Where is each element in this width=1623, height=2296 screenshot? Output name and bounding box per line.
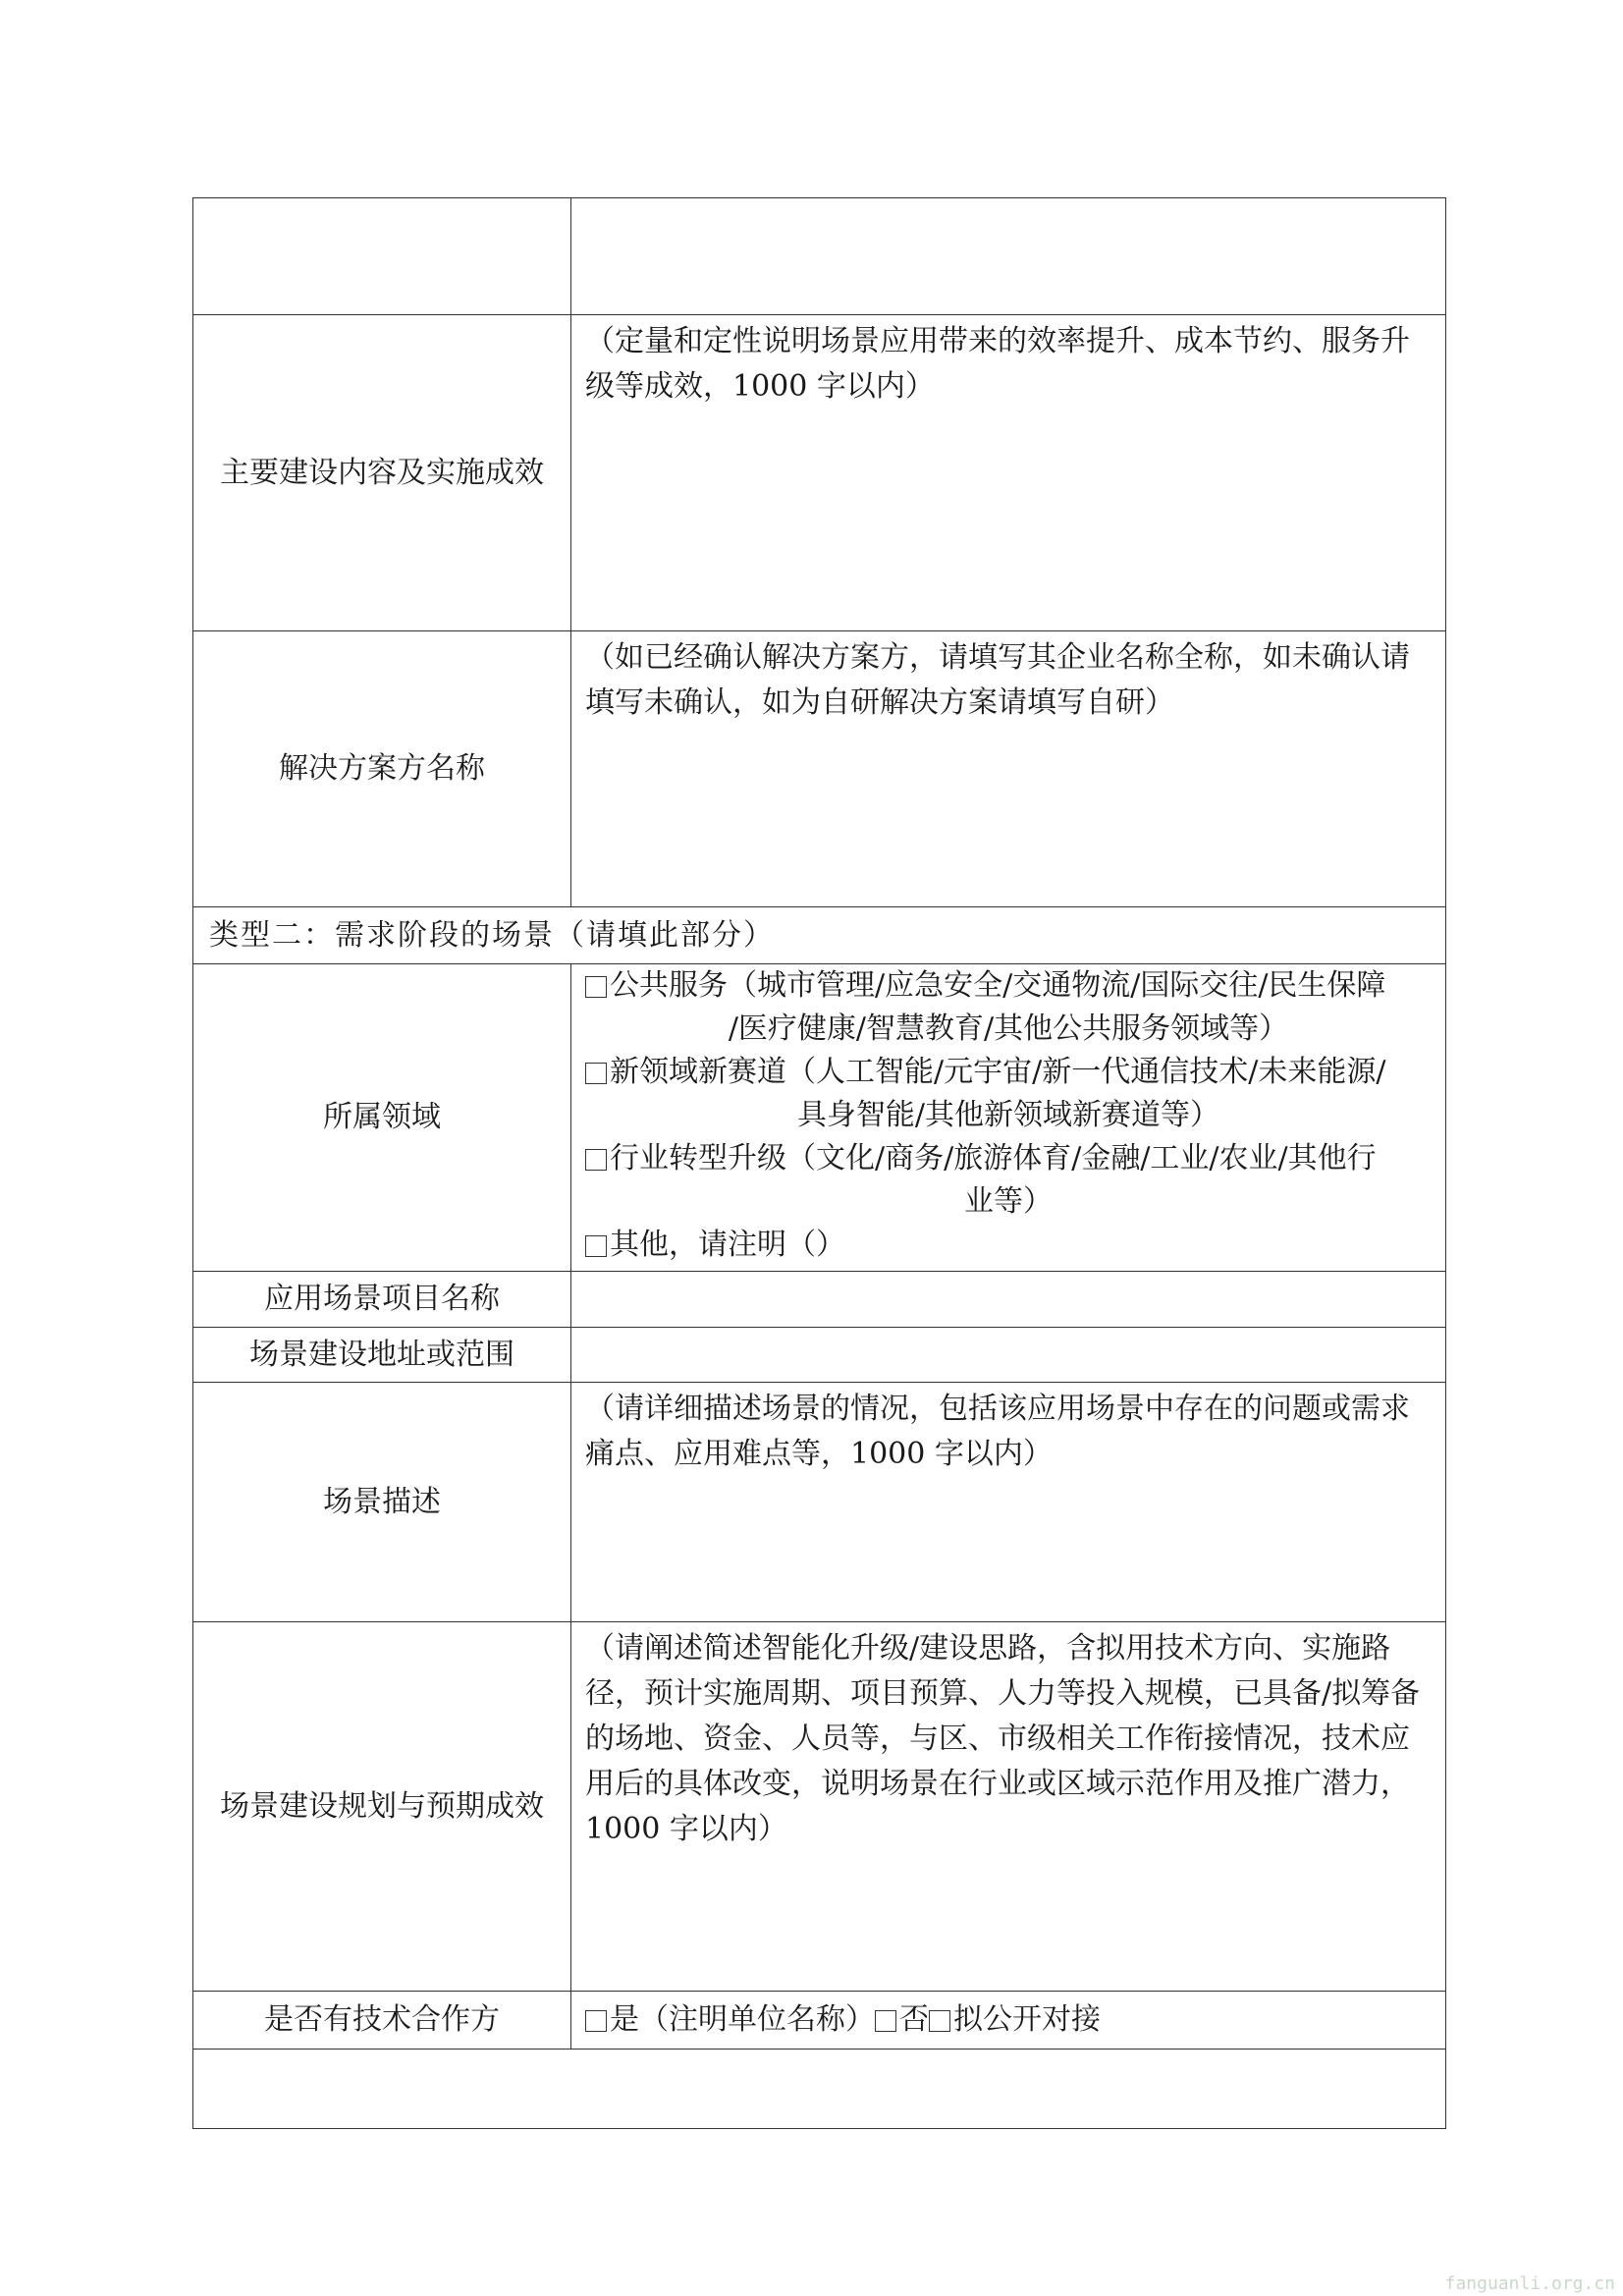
table-row-main-content <box>193 315 1446 631</box>
description-field[interactable] <box>571 1383 1446 1622</box>
checkbox-icon[interactable] <box>875 2010 896 2032</box>
table-row-section-title <box>193 907 1446 964</box>
solution-provider-hint: （如已经确认解决方案方，请填写其企业名称全称，如未确认请填写未确认，如为自研解决方案请填写自研） <box>585 640 1410 720</box>
watermark: fanguanli.org.cn <box>1444 2273 1615 2294</box>
section-title: 类型二：需求阶段的场景（请填此部分） <box>193 907 1446 964</box>
tech-partner-options <box>571 1992 1446 2050</box>
domain-option-industry-upgrade[interactable] <box>585 1137 1432 1180</box>
table-row-domain <box>193 964 1446 1272</box>
address-label: 场景建设地址或范围 <box>193 1328 571 1383</box>
main-content-field[interactable] <box>571 315 1446 631</box>
table-row-top-blank <box>193 198 1446 315</box>
option-text-continued: 具身智能/其他新领域新赛道等） <box>796 1098 1220 1132</box>
table-row-bottom-blank <box>193 2050 1446 2129</box>
solution-provider-label: 解决方案方名称 <box>193 631 571 907</box>
project-name-label: 应用场景项目名称 <box>193 1272 571 1328</box>
domain-option-public-service[interactable] <box>585 964 1432 1008</box>
option-text: 其他，请注明（） <box>610 1228 845 1262</box>
option-text: 行业转型升级（文化/商务/旅游体育/金融/工业/农业/其他行 <box>610 1141 1377 1175</box>
table-row-description <box>193 1383 1446 1622</box>
checkbox-icon[interactable] <box>585 1149 607 1171</box>
table-row-address <box>193 1328 1446 1383</box>
plan-hint: （请阐述简述智能化升级/建设思路，含拟用技术方向、实施路径，预计实施周期、项目预算、人力等投入规模，已具备/拟筹备的场地、资金、人员等，与区、市级相关工作衔接情况，技术应用后的具体改变，说明场景在行业或区域示范作用及推广潜力，1000 字以内） <box>585 1631 1421 1846</box>
option-text: 公共服务（城市管理/应急安全/交通物流/国际交往/民生保障 <box>610 968 1386 1003</box>
checkbox-icon[interactable] <box>585 1235 607 1257</box>
checkbox-icon[interactable] <box>585 2010 607 2032</box>
description-hint: （请详细描述场景的情况，包括该应用场景中存在的问题或需求痛点、应用难点等，1000 字以内） <box>585 1392 1410 1471</box>
project-name-field[interactable] <box>571 1272 1446 1328</box>
option-text: 拟公开对接 <box>953 2002 1101 2037</box>
main-content-hint: （定量和定性说明场景应用带来的效率提升、成本节约、服务升级等成效，1000 字以内） <box>585 324 1410 404</box>
solution-provider-field[interactable] <box>571 631 1446 907</box>
top-blank-content-cell[interactable] <box>571 198 1446 315</box>
option-text-continued: /医疗健康/智慧教育/其他公共服务领域等） <box>728 1011 1289 1046</box>
table-row-project-name <box>193 1272 1446 1328</box>
option-text: 否 <box>899 2002 929 2037</box>
table-row-plan <box>193 1622 1446 1992</box>
option-text: 是（注明单位名称） <box>610 2002 875 2037</box>
checkbox-icon[interactable] <box>585 976 607 998</box>
checkbox-icon[interactable] <box>585 1063 607 1084</box>
option-text: 新领域新赛道（人工智能/元宇宙/新一代通信技术/未来能源/ <box>610 1055 1386 1089</box>
option-text-continued: 业等） <box>964 1184 1053 1219</box>
top-blank-label-cell[interactable] <box>193 198 571 315</box>
tech-partner-label: 是否有技术合作方 <box>193 1992 571 2050</box>
domain-options <box>571 964 1446 1272</box>
plan-label: 场景建设规划与预期成效 <box>193 1622 571 1992</box>
tech-partner-option-open[interactable] <box>929 2002 1101 2037</box>
application-form-table <box>192 197 1446 2129</box>
domain-label: 所属领域 <box>193 964 571 1272</box>
checkbox-icon[interactable] <box>929 2010 950 2032</box>
domain-option-other[interactable] <box>585 1224 1432 1267</box>
description-label: 场景描述 <box>193 1383 571 1622</box>
address-field[interactable] <box>571 1328 1446 1383</box>
tech-partner-option-yes[interactable] <box>585 2002 875 2037</box>
table-row-solution-provider <box>193 631 1446 907</box>
table-row-tech-partner <box>193 1992 1446 2050</box>
tech-partner-option-no[interactable] <box>875 2002 929 2037</box>
domain-option-new-field[interactable] <box>585 1051 1432 1094</box>
bottom-blank-cell[interactable] <box>193 2050 1446 2129</box>
plan-field[interactable] <box>571 1622 1446 1992</box>
main-content-label: 主要建设内容及实施成效 <box>193 315 571 631</box>
